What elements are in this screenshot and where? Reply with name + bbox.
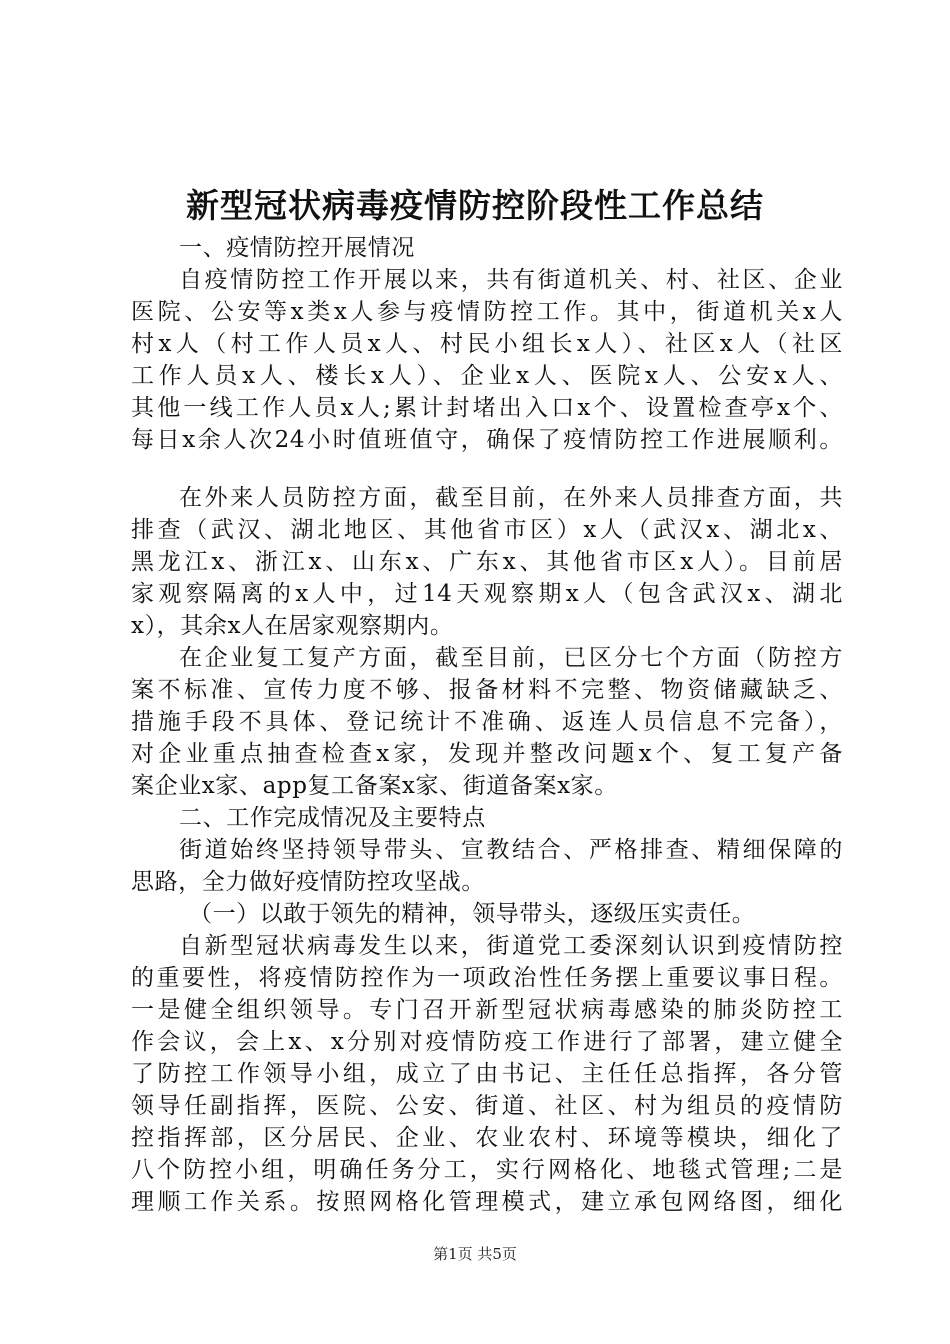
paragraph-line: 思路，全力做好疫情防控攻坚战。 [131, 869, 485, 895]
paragraph-line: x），其余x人在居家观察期内。 [131, 613, 454, 639]
section-heading: 二、工作完成情况及主要特点 [179, 805, 486, 831]
paragraph-line: 排查（武汉、湖北地区、其他省市区）x人（武汉x、湖北x、 [131, 517, 843, 543]
paragraph-line: 在企业复工复产方面，截至目前，已区分七个方面（防控方 [179, 645, 843, 671]
paragraph-line: 黑龙江x、浙江x、山东x、广东x、其他省市区x人）。目前居 [131, 549, 843, 575]
paragraph-line: 措施手段不具体、登记统计不准确、返连人员信息不完备）， [131, 709, 843, 735]
document-title: 新型冠状病毒疫情防控阶段性工作总结 [186, 186, 764, 225]
paragraph-line: 其他一线工作人员x人;累计封堵出入口x个、设置检查亭x个、 [131, 395, 843, 421]
paragraph-line: 控指挥部，区分居民、企业、农业农村、环境等模块，细化了 [131, 1125, 843, 1151]
paragraph-line: 领导任副指挥，医院、公安、街道、社区、村为组员的疫情防 [131, 1093, 843, 1119]
paragraph-line: 街道始终坚持领导带头、宣教结合、严格排查、精细保障的 [179, 837, 843, 863]
paragraph-line: 工作人员x人、楼长x人）、企业x人、医院x人、公安x人、 [131, 363, 843, 389]
paragraph-line: 对企业重点抽查检查x家，发现并整改问题x个、复工复产备 [131, 741, 843, 767]
paragraph-line: 自新型冠状病毒发生以来，街道党工委深刻认识到疫情防控 [179, 933, 843, 959]
paragraph-gap [131, 456, 843, 482]
paragraph-line: 理顺工作关系。按照网格化管理模式，建立承包网络图，细化 [131, 1189, 843, 1215]
paragraph-line: 村x人（村工作人员x人、村民小组长x人）、社区x人（社区 [131, 331, 843, 357]
paragraph-line: 一是健全组织领导。专门召开新型冠状病毒感染的肺炎防控工 [131, 997, 843, 1023]
paragraph-line: 八个防控小组，明确任务分工，实行网格化、地毯式管理;二是 [131, 1157, 843, 1183]
section-heading: 一、疫情防控开展情况 [179, 235, 415, 261]
paragraph-line: 每日x余人次24小时值班值守，确保了疫情防控工作进展顺利。 [131, 427, 843, 453]
paragraph-line: 了防控工作领导小组，成立了由书记、主任任总指挥，各分管 [131, 1061, 843, 1087]
paragraph-line: 的重要性，将疫情防控作为一项政治性任务摆上重要议事日程。 [131, 965, 843, 991]
subsection-heading: （一）以敢于领先的精神，领导带头，逐级压实责任。 [189, 901, 756, 927]
paragraph-line: 自疫情防控工作开展以来，共有街道机关、村、社区、企业 [179, 267, 843, 293]
page-number-footer: 第1页 共5页 [433, 1245, 517, 1263]
paragraph-line: 作会议，会上x、x分别对疫情防疫工作进行了部署，建立健全 [131, 1029, 843, 1055]
paragraph-line: 案不标准、宣传力度不够、报备材料不完整、物资储藏缺乏、 [131, 677, 843, 703]
document-body [131, 232, 843, 1218]
paragraph-line: 在外来人员防控方面，截至目前，在外来人员排查方面，共 [179, 485, 843, 511]
paragraph-line: 医院、公安等x类x人参与疫情防控工作。其中，街道机关x人 [131, 299, 843, 325]
paragraph-line: 案企业x家、app复工备案x家、街道备案x家。 [131, 773, 618, 799]
paragraph-line: 家观察隔离的x人中，过14天观察期x人（包含武汉x、湖北 [131, 581, 843, 607]
